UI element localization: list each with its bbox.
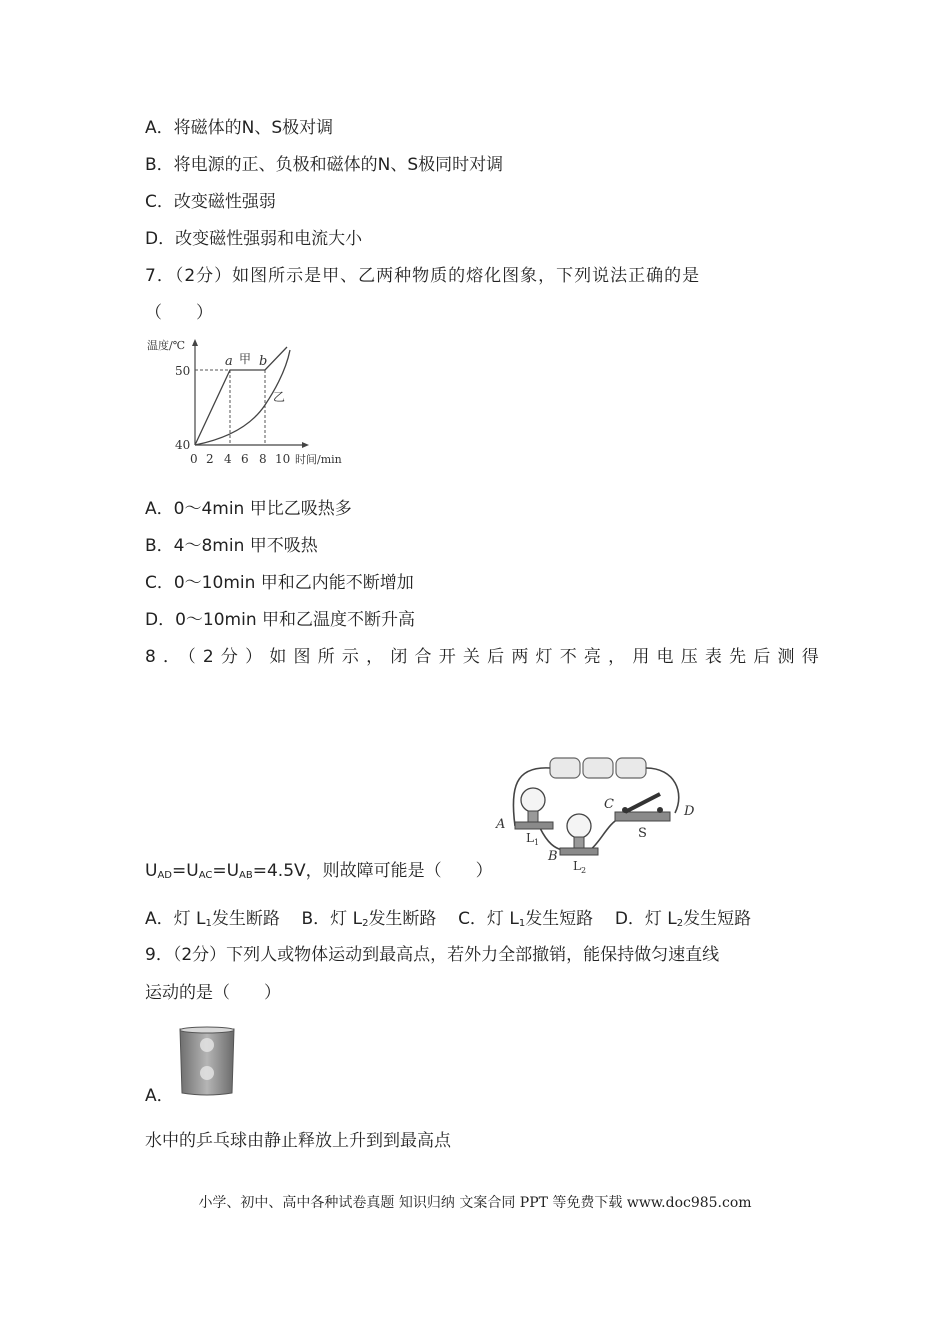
- svg-text:L2: [573, 859, 586, 875]
- lamp-l1: [515, 788, 553, 829]
- q7-option-c: C．0～10min 甲和乙内能不断增加: [145, 573, 414, 593]
- x-axis-arrow: [302, 442, 309, 448]
- q6-option-b: B．将电源的正、负极和磁体的N、S极同时对调: [145, 155, 504, 175]
- switch-s: [615, 794, 670, 821]
- circuit-label-c: C: [604, 797, 614, 812]
- x-tick-0: 0: [190, 452, 198, 466]
- q6-option-d: D．改变磁性强弱和电流大小: [145, 229, 363, 249]
- wire-l2-switch: [590, 818, 620, 850]
- melting-graph: [145, 335, 355, 470]
- x-tick-8: 8: [259, 452, 267, 466]
- q7-option-d: D．0～10min 甲和乙温度不断升高: [145, 610, 415, 630]
- q8-stem-line2: $U_{AD}=U_{AC}=U_{AB}=4.5V$，则故障可能是（ ）: [145, 861, 493, 881]
- q7-option-b: B．4～8min 甲不吸热: [145, 536, 318, 556]
- circuit-diagram: [490, 748, 705, 878]
- point-a-label: a: [225, 354, 233, 369]
- q8-option-d: D．灯 $L_2$发生短路: [614, 909, 752, 929]
- q7-stem-line2: （ ）: [145, 303, 213, 323]
- circuit-label-s: S: [638, 826, 647, 841]
- point-b-label: b: [259, 354, 268, 369]
- q8-option-b: B．灯 $L_2$发生断路: [301, 909, 437, 929]
- y-tick-50: 50: [175, 364, 191, 378]
- wire-battery-right: [646, 768, 679, 813]
- q8-stem-line1: 8．（2分）如图所示，闭合开关后两灯不亮，用电压表先后测得: [145, 647, 826, 667]
- q8-option-c: C．灯 $L_1$发生短路: [458, 909, 594, 929]
- battery: [550, 758, 646, 778]
- x-tick-2: 2: [206, 452, 214, 466]
- q7-option-a: A．0～4min 甲比乙吸热多: [145, 499, 352, 519]
- q7-stem-line1: 7．（2分）如图所示是甲、乙两种物质的熔化图象，下列说法正确的是: [145, 266, 701, 286]
- q9-stem-line1: 9．（2分）下列人或物体运动到最高点，若外力全部撤销，能保持做匀速直线: [145, 945, 720, 965]
- circuit-label-l2-sub: 2: [580, 866, 587, 875]
- x-axis-label: 时间/min: [295, 453, 342, 466]
- circuit-label-l1-sub: 1: [533, 838, 540, 847]
- q8-options: [145, 908, 751, 935]
- lamp-l2: [560, 814, 598, 855]
- svg-text:L1: [526, 831, 539, 847]
- circuit-label-l2: L: [573, 859, 581, 873]
- q9-option-a-label: A．: [145, 1086, 174, 1106]
- circuit-label-d: D: [684, 804, 695, 819]
- y-tick-40: 40: [175, 438, 191, 452]
- wire-l1-l2: [540, 828, 562, 850]
- circuit-label-l1: L: [526, 831, 534, 845]
- x-tick-6: 6: [241, 452, 249, 466]
- q9-option-a-caption: 水中的乒乓球由静止释放上升到到最高点: [145, 1131, 451, 1151]
- q6-option-a: A．将磁体的N、S极对调: [145, 118, 334, 138]
- beaker-pingpong-image: [176, 1025, 238, 1097]
- circuit-label-b: B: [548, 849, 558, 864]
- circuit-label-a: A: [496, 817, 506, 832]
- q9-stem-line2: 运动的是（ ）: [145, 983, 281, 1003]
- curve-jia-label: 甲: [239, 352, 252, 366]
- curve-yi-label: 乙: [273, 390, 286, 404]
- q8-option-a: A．灯 $L_1$发生断路: [145, 909, 280, 929]
- x-tick-10: 10: [275, 452, 291, 466]
- x-tick-4: 4: [224, 452, 232, 466]
- y-axis-label: 温度/℃: [147, 339, 186, 352]
- y-axis-arrow: [192, 339, 198, 346]
- page-footer: 小学、初中、高中各种试卷真题 知识归纳 文案合同 PPT 等免费下载 www.doc985.com: [198, 1195, 752, 1211]
- q6-option-c: C．改变磁性强弱: [145, 192, 276, 212]
